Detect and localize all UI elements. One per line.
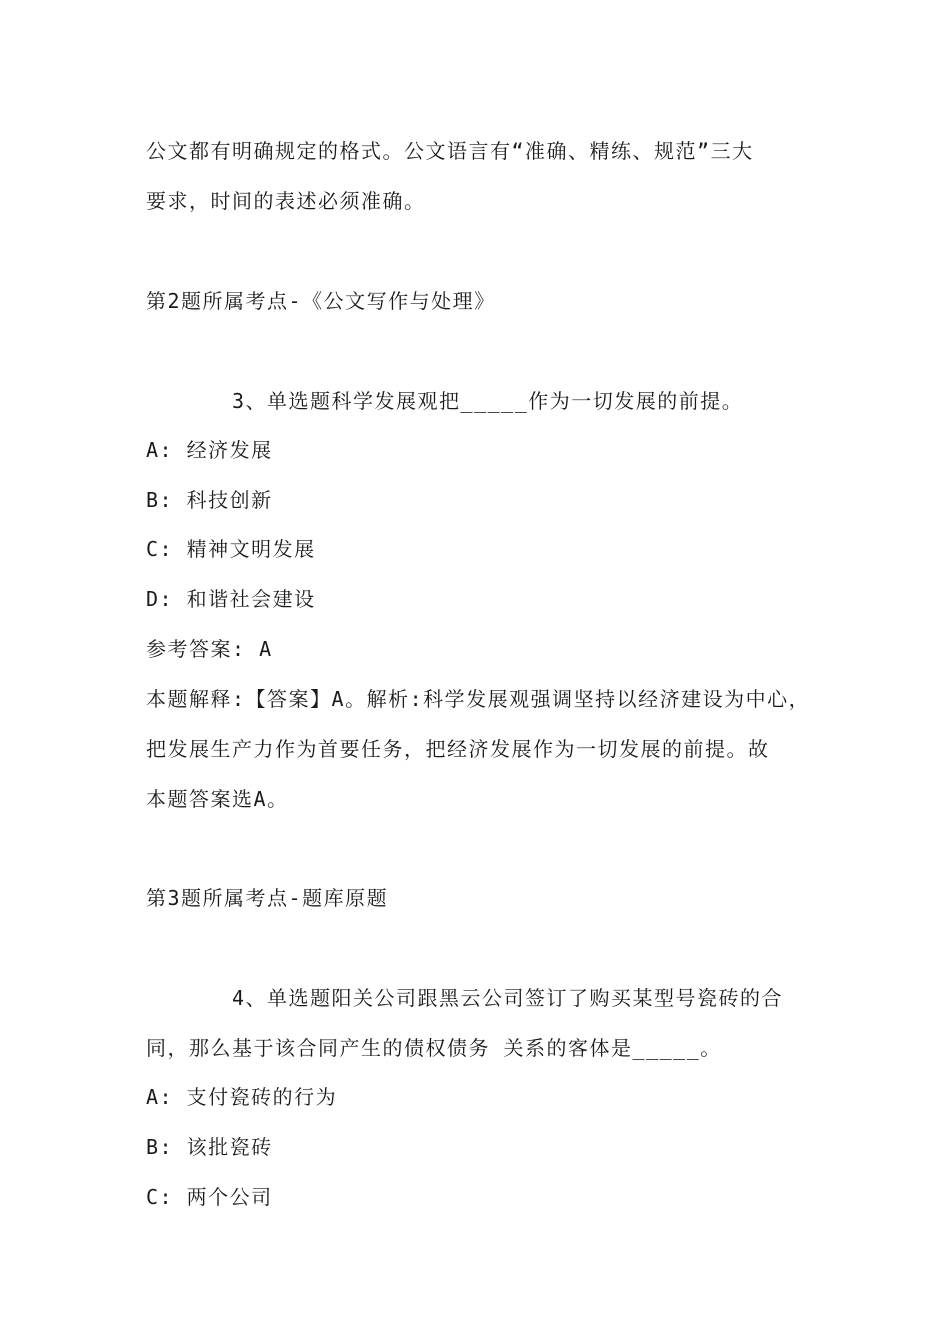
prev-explanation-line-1: 公文都有明确规定的格式。公文语言有“准确、精练、规范”三大: [146, 139, 754, 163]
q4-stem-line-1: 4、单选题阳关公司跟黑云公司签订了购买某型号瓷砖的合: [232, 986, 784, 1010]
q4-option-a: A: 支付瓷砖的行为: [146, 1085, 338, 1109]
q2-topic: 第2题所属考点-《公文写作与处理》: [146, 289, 496, 313]
q4-option-c: C: 两个公司: [146, 1185, 273, 1209]
prev-explanation-line-2: 要求，时间的表述必须准确。: [146, 189, 426, 213]
q3-option-c: C: 精神文明发展: [146, 537, 316, 561]
q4-stem-line-2: 同，那么基于该合同产生的债权债务 关系的客体是_____。: [146, 1036, 722, 1060]
q3-explanation-line-3: 本题答案选A。: [146, 787, 289, 811]
q3-option-b: B: 科技创新: [146, 488, 273, 512]
q3-explanation-line-1: 本题解释:【答案】A。解析:科学发展观强调坚持以经济建设为中心，: [146, 687, 811, 711]
q3-option-d: D: 和谐社会建设: [146, 587, 316, 611]
q3-answer: 参考答案: A: [146, 637, 273, 661]
q4-option-b: B: 该批瓷砖: [146, 1135, 273, 1159]
q3-explanation-line-2: 把发展生产力作为首要任务，把经济发展作为一切发展的前提。故: [146, 737, 770, 761]
q3-topic: 第3题所属考点-题库原题: [146, 886, 389, 910]
q3-option-a: A: 经济发展: [146, 438, 273, 462]
q3-stem: 3、单选题科学发展观把_____作为一切发展的前提。: [232, 389, 744, 413]
